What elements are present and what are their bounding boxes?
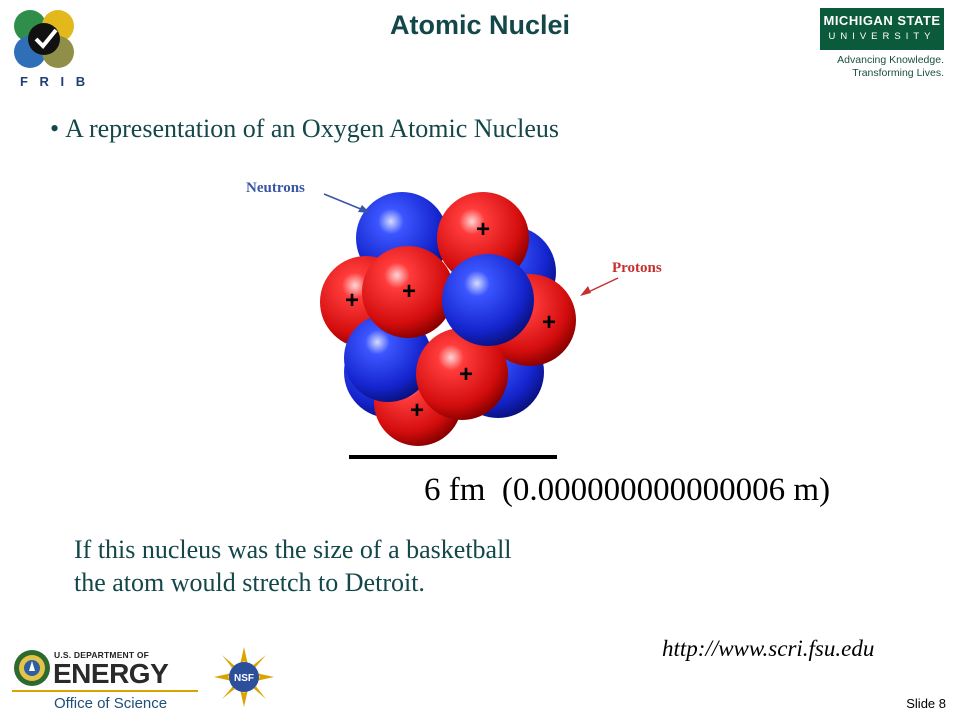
slide-title: Atomic Nuclei [389, 10, 571, 40]
doe-divider [12, 690, 198, 692]
msu-name-line2: UNIVERSITY [828, 31, 936, 42]
doe-department-label: U.S. DEPARTMENT OF [54, 650, 150, 660]
neutrons-label: Neutrons [246, 180, 305, 196]
oxygen-nucleus-figure [240, 172, 700, 452]
msu-tagline-2: Transforming Lives. [852, 67, 944, 79]
scale-bar [349, 455, 557, 459]
proton-charge-sign: + [541, 309, 557, 336]
bullet-point [50, 114, 559, 144]
nsf-label: NSF [234, 673, 254, 684]
comparison-note-line-1: If this nucleus was the size of a basketball [74, 535, 512, 564]
proton-charge-sign: + [344, 287, 360, 314]
frib-label: F R I B [20, 74, 90, 89]
proton-charge-sign: + [458, 361, 474, 388]
doe-office-label: Office of Science [54, 695, 168, 712]
source-url[interactable]: http://www.scri.fsu.edu [662, 636, 875, 661]
bullet-mark: • [50, 114, 60, 143]
doe-seal-icon [13, 649, 51, 687]
proton-charge-sign: + [409, 397, 425, 424]
neutron-ball [442, 254, 534, 346]
slide-number: Slide 8 [906, 696, 946, 711]
scale-label: 6 fm (0.000000000000006 m) [424, 472, 831, 508]
msu-name-line1: MICHIGAN STATE [823, 13, 941, 28]
proton-charge-sign: + [401, 278, 417, 305]
bullet-text: A representation of an Oxygen Atomic Nucleus [65, 114, 559, 143]
proton-charge-sign: + [475, 216, 491, 243]
protons-label: Protons [612, 260, 662, 276]
msu-logo [820, 8, 944, 50]
nsf-logo [212, 645, 276, 709]
comparison-note-line-2: the atom would stretch to Detroit. [74, 568, 425, 597]
doe-energy-label: ENERGY [53, 658, 169, 689]
msu-tagline-1: Advancing Knowledge. [837, 54, 944, 66]
